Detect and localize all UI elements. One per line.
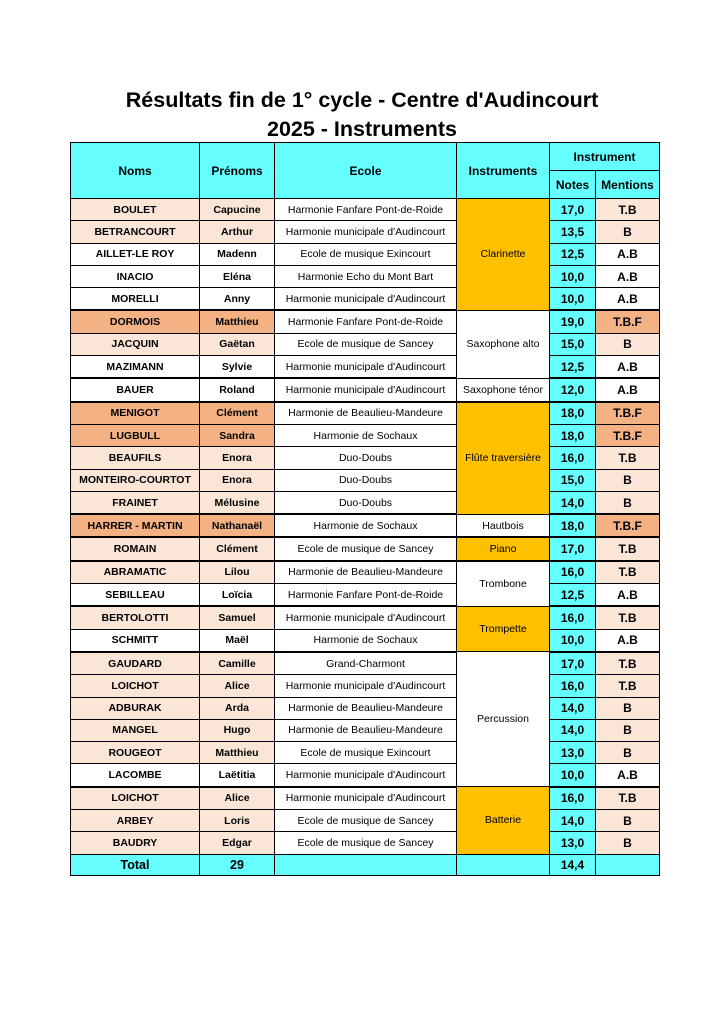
cell-nom: LOICHOT (71, 675, 200, 697)
table-row (71, 719, 660, 741)
cell-nom: ROUGEOT (71, 742, 200, 764)
cell-prenom: Camille (200, 652, 275, 675)
table-row (71, 469, 660, 491)
cell-prenom: Loïcia (200, 584, 275, 607)
cell-mention: A.B (596, 629, 660, 652)
total-label: Total (71, 854, 200, 875)
cell-mention: A.B (596, 378, 660, 401)
cell-nom: MENIGOT (71, 402, 200, 425)
cell-mention: B (596, 697, 660, 719)
cell-note: 17,0 (550, 652, 596, 675)
page-title: Résultats fin de 1° cycle - Centre d'Audincourt (125, 88, 599, 112)
cell-mention: A.B (596, 356, 660, 379)
cell-note: 16,0 (550, 606, 596, 629)
cell-note: 14,0 (550, 697, 596, 719)
cell-instrument: Saxophone ténor (457, 378, 550, 401)
cell-ecole: Harmonie de Sochaux (275, 424, 457, 446)
cell-mention: B (596, 832, 660, 854)
cell-prenom: Alice (200, 675, 275, 697)
table-row (71, 810, 660, 832)
cell-prenom: Mélusine (200, 491, 275, 514)
cell-instrument: Clarinette (457, 199, 550, 311)
cell-mention: T.B (596, 675, 660, 697)
table-row (71, 378, 660, 401)
total-count: 29 (200, 854, 275, 875)
header-prenoms: Prénoms (200, 143, 275, 199)
cell-nom: DORMOIS (71, 310, 200, 333)
cell-prenom: Enora (200, 447, 275, 469)
cell-prenom: Samuel (200, 606, 275, 629)
cell-ecole: Grand-Charmont (275, 652, 457, 675)
cell-ecole: Duo-Doubs (275, 491, 457, 514)
cell-mention: A.B (596, 288, 660, 311)
table-row (71, 514, 660, 537)
cell-ecole: Harmonie de Beaulieu-Mandeure (275, 697, 457, 719)
cell-note: 16,0 (550, 787, 596, 810)
cell-note: 12,5 (550, 356, 596, 379)
cell-ecole: Harmonie municipale d'Audincourt (275, 675, 457, 697)
cell-mention: B (596, 810, 660, 832)
table-row (71, 561, 660, 584)
cell-mention: T.B (596, 537, 660, 560)
cell-ecole: Harmonie municipale d'Audincourt (275, 787, 457, 810)
cell-nom: INACIO (71, 265, 200, 287)
table-row (71, 288, 660, 311)
cell-instrument: Hautbois (457, 514, 550, 537)
cell-ecole: Harmonie Echo du Mont Bart (275, 265, 457, 287)
cell-nom: LOICHOT (71, 787, 200, 810)
total-row (71, 854, 660, 875)
cell-ecole: Harmonie de Beaulieu-Mandeure (275, 561, 457, 584)
cell-nom: LUGBULL (71, 424, 200, 446)
cell-ecole: Harmonie municipale d'Audincourt (275, 378, 457, 401)
cell-note: 10,0 (550, 288, 596, 311)
cell-ecole: Harmonie municipale d'Audincourt (275, 606, 457, 629)
cell-instrument: Batterie (457, 787, 550, 854)
table-row (71, 787, 660, 810)
cell-mention: A.B (596, 265, 660, 287)
cell-mention: B (596, 469, 660, 491)
cell-note: 14,0 (550, 810, 596, 832)
cell-ecole: Harmonie de Beaulieu-Mandeure (275, 402, 457, 425)
total-average: 14,4 (550, 854, 596, 875)
cell-mention: B (596, 719, 660, 741)
cell-note: 14,0 (550, 491, 596, 514)
cell-ecole: Harmonie municipale d'Audincourt (275, 288, 457, 311)
table-row (71, 537, 660, 560)
cell-mention: T.B.F (596, 402, 660, 425)
cell-nom: LACOMBE (71, 764, 200, 787)
cell-mention: T.B (596, 652, 660, 675)
total-empty-instrument (457, 854, 550, 875)
cell-prenom: Eléna (200, 265, 275, 287)
cell-prenom: Enora (200, 469, 275, 491)
cell-prenom: Arthur (200, 221, 275, 243)
cell-mention: T.B.F (596, 424, 660, 446)
cell-ecole: Harmonie de Sochaux (275, 514, 457, 537)
table-row (71, 606, 660, 629)
cell-nom: BERTOLOTTI (71, 606, 200, 629)
cell-nom: ROMAIN (71, 537, 200, 560)
cell-mention: B (596, 221, 660, 243)
cell-prenom: Lilou (200, 561, 275, 584)
results-table (70, 142, 660, 876)
cell-nom: ABRAMATIC (71, 561, 200, 584)
cell-mention: T.B (596, 787, 660, 810)
cell-note: 15,0 (550, 469, 596, 491)
table-row (71, 652, 660, 675)
cell-nom: JACQUIN (71, 333, 200, 355)
cell-ecole: Harmonie de Beaulieu-Mandeure (275, 719, 457, 741)
table-row (71, 832, 660, 854)
cell-nom: BAUER (71, 378, 200, 401)
cell-mention: B (596, 333, 660, 355)
cell-prenom: Clément (200, 537, 275, 560)
cell-ecole: Ecole de musique de Sancey (275, 333, 457, 355)
cell-prenom: Laëtitia (200, 764, 275, 787)
cell-ecole: Harmonie de Sochaux (275, 629, 457, 652)
cell-note: 17,0 (550, 537, 596, 560)
cell-note: 17,0 (550, 199, 596, 221)
cell-ecole: Harmonie municipale d'Audincourt (275, 764, 457, 787)
cell-note: 16,0 (550, 447, 596, 469)
cell-nom: BAUDRY (71, 832, 200, 854)
cell-nom: MONTEIRO-COURTOT (71, 469, 200, 491)
cell-note: 13,0 (550, 742, 596, 764)
cell-note: 18,0 (550, 402, 596, 425)
table-row (71, 424, 660, 446)
header-instrument-group: Instrument (550, 143, 660, 171)
cell-prenom: Edgar (200, 832, 275, 854)
cell-ecole: Harmonie Fanfare Pont-de-Roide (275, 584, 457, 607)
cell-ecole: Harmonie municipale d'Audincourt (275, 221, 457, 243)
cell-ecole: Ecole de musique Exincourt (275, 243, 457, 265)
table-row (71, 243, 660, 265)
cell-nom: HARRER - MARTIN (71, 514, 200, 537)
cell-nom: AILLET-LE ROY (71, 243, 200, 265)
cell-note: 15,0 (550, 333, 596, 355)
table-row (71, 697, 660, 719)
cell-mention: T.B (596, 447, 660, 469)
cell-note: 12,0 (550, 378, 596, 401)
table-row (71, 491, 660, 514)
cell-note: 18,0 (550, 514, 596, 537)
total-empty-mention (596, 854, 660, 875)
header-noms: Noms (71, 143, 200, 199)
header-notes: Notes (550, 171, 596, 199)
cell-ecole: Harmonie Fanfare Pont-de-Roide (275, 310, 457, 333)
cell-note: 19,0 (550, 310, 596, 333)
cell-prenom: Gaëtan (200, 333, 275, 355)
cell-prenom: Anny (200, 288, 275, 311)
table-row (71, 356, 660, 379)
cell-note: 10,0 (550, 265, 596, 287)
results-body (71, 199, 660, 855)
cell-prenom: Clément (200, 402, 275, 425)
cell-nom: FRAINET (71, 491, 200, 514)
cell-prenom: Nathanaël (200, 514, 275, 537)
header-ecole: Ecole (275, 143, 457, 199)
cell-note: 13,5 (550, 221, 596, 243)
cell-prenom: Alice (200, 787, 275, 810)
table-row (71, 199, 660, 221)
table-row (71, 742, 660, 764)
cell-mention: B (596, 491, 660, 514)
cell-mention: B (596, 742, 660, 764)
cell-nom: ADBURAK (71, 697, 200, 719)
cell-mention: A.B (596, 764, 660, 787)
cell-instrument: Saxophone alto (457, 310, 550, 378)
cell-nom: GAUDARD (71, 652, 200, 675)
cell-nom: BEAUFILS (71, 447, 200, 469)
cell-mention: T.B.F (596, 310, 660, 333)
table-row (71, 447, 660, 469)
cell-prenom: Sandra (200, 424, 275, 446)
total-empty-ecole (275, 854, 457, 875)
cell-ecole: Harmonie Fanfare Pont-de-Roide (275, 199, 457, 221)
cell-nom: SCHMITT (71, 629, 200, 652)
cell-ecole: Ecole de musique de Sancey (275, 537, 457, 560)
cell-note: 14,0 (550, 719, 596, 741)
cell-prenom: Roland (200, 378, 275, 401)
cell-prenom: Matthieu (200, 310, 275, 333)
cell-note: 10,0 (550, 629, 596, 652)
table-row (71, 764, 660, 787)
cell-prenom: Loris (200, 810, 275, 832)
cell-instrument: Piano (457, 537, 550, 560)
cell-prenom: Arda (200, 697, 275, 719)
cell-prenom: Sylvie (200, 356, 275, 379)
cell-nom: BOULET (71, 199, 200, 221)
cell-nom: MORELLI (71, 288, 200, 311)
cell-mention: T.B (596, 606, 660, 629)
table-row (71, 333, 660, 355)
header-mentions: Mentions (596, 171, 660, 199)
cell-ecole: Harmonie municipale d'Audincourt (275, 356, 457, 379)
cell-instrument: Flûte traversière (457, 402, 550, 514)
cell-prenom: Madenn (200, 243, 275, 265)
cell-note: 10,0 (550, 764, 596, 787)
table-row (71, 675, 660, 697)
table-row (71, 584, 660, 607)
table-row (71, 629, 660, 652)
cell-ecole: Duo-Doubs (275, 469, 457, 491)
cell-nom: BETRANCOURT (71, 221, 200, 243)
cell-note: 12,5 (550, 243, 596, 265)
cell-instrument: Percussion (457, 652, 550, 787)
cell-nom: MAZIMANN (71, 356, 200, 379)
cell-note: 16,0 (550, 561, 596, 584)
cell-note: 13,0 (550, 832, 596, 854)
cell-prenom: Matthieu (200, 742, 275, 764)
cell-ecole: Ecole de musique de Sancey (275, 832, 457, 854)
cell-note: 16,0 (550, 675, 596, 697)
cell-prenom: Capucine (200, 199, 275, 221)
table-row (71, 310, 660, 333)
cell-nom: SEBILLEAU (71, 584, 200, 607)
table-row (71, 265, 660, 287)
cell-nom: ARBEY (71, 810, 200, 832)
table-row (71, 221, 660, 243)
cell-prenom: Maël (200, 629, 275, 652)
cell-note: 18,0 (550, 424, 596, 446)
cell-mention: T.B.F (596, 514, 660, 537)
cell-nom: MANGEL (71, 719, 200, 741)
cell-mention: A.B (596, 243, 660, 265)
table-row (71, 402, 660, 425)
cell-instrument: Trombone (457, 561, 550, 607)
cell-note: 12,5 (550, 584, 596, 607)
cell-ecole: Ecole de musique de Sancey (275, 810, 457, 832)
cell-mention: T.B (596, 199, 660, 221)
cell-prenom: Hugo (200, 719, 275, 741)
cell-mention: T.B (596, 561, 660, 584)
cell-instrument: Trompette (457, 606, 550, 652)
cell-ecole: Duo-Doubs (275, 447, 457, 469)
header-instruments: Instruments (457, 143, 550, 199)
cell-mention: A.B (596, 584, 660, 607)
page-subtitle: 2025 - Instruments (267, 117, 457, 141)
cell-ecole: Ecole de musique Exincourt (275, 742, 457, 764)
